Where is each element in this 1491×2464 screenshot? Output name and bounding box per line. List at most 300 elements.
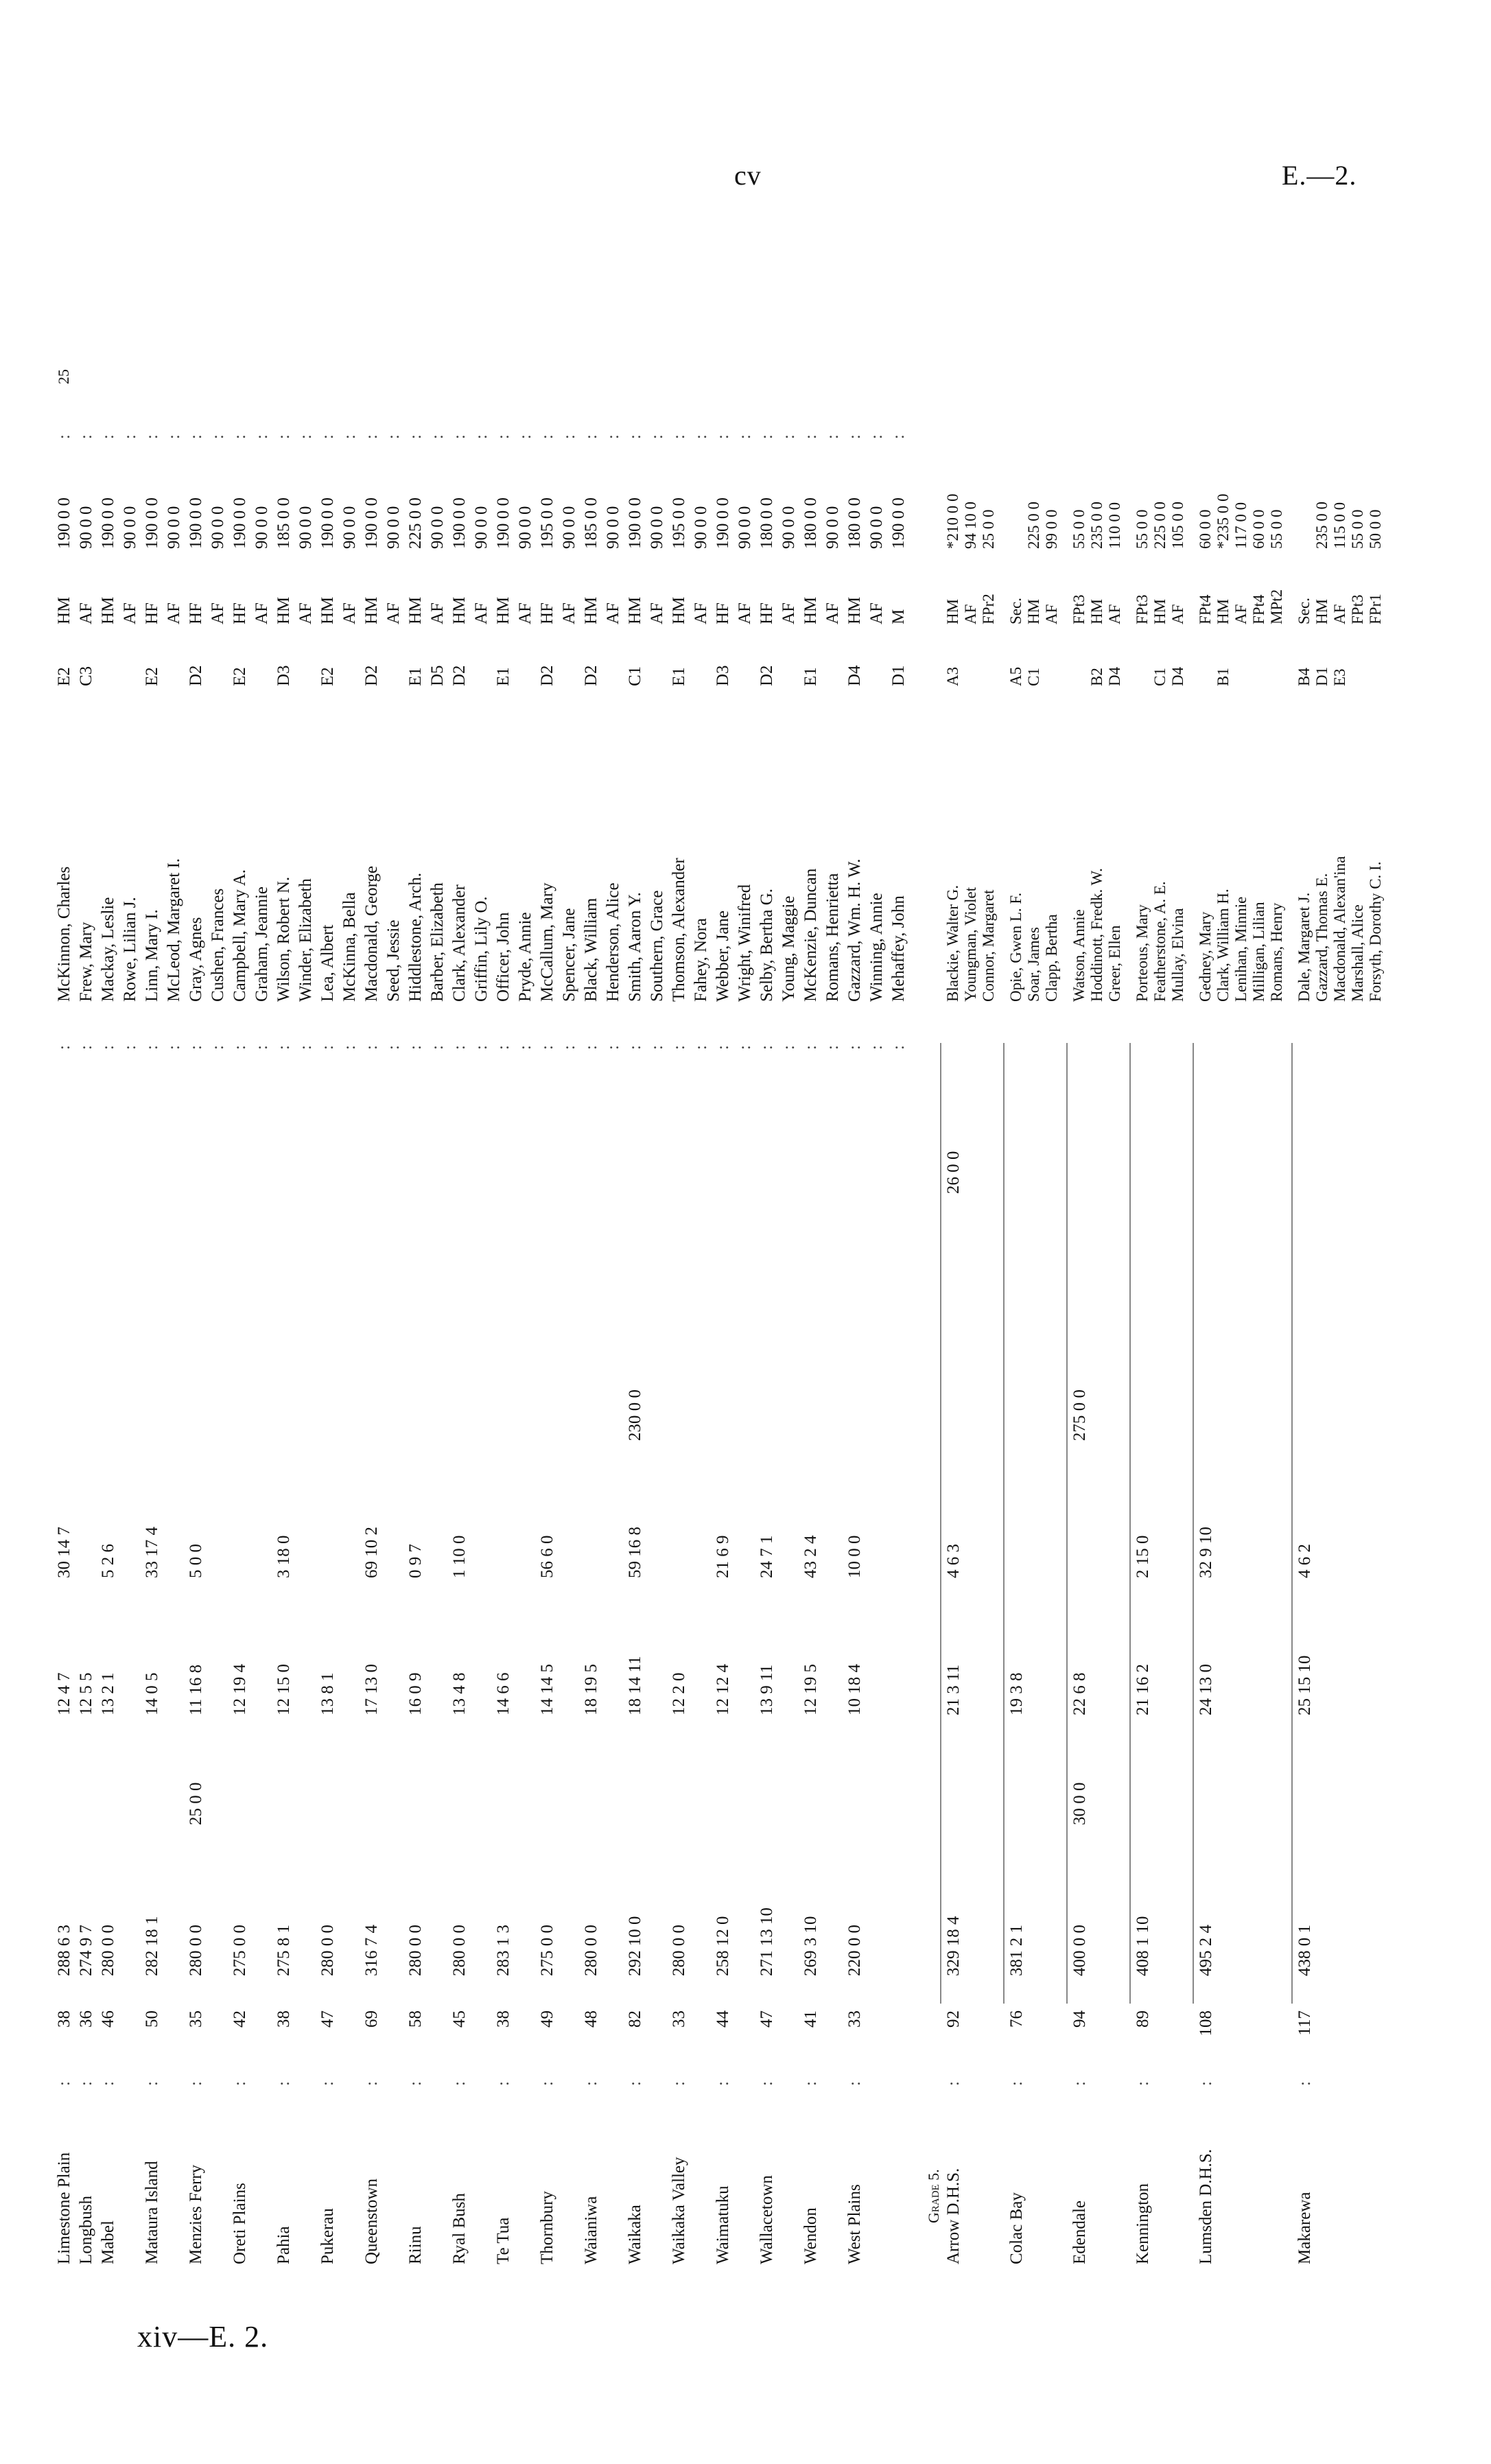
salary-amount: 258 12 0 <box>714 1916 732 1976</box>
leader-dots: : <box>538 1045 556 1050</box>
teacher-salary: 90 0 0 <box>472 506 491 549</box>
staff-line <box>1295 178 1313 1002</box>
table-row <box>362 82 384 2264</box>
teacher-name: Selby, Bertha G. <box>758 888 776 1002</box>
teacher-name: Smith, Aaron Y. <box>626 892 644 1002</box>
teacher-position: AF <box>1043 604 1060 624</box>
salary-amount: 275 0 0 <box>538 1925 556 1976</box>
table-row <box>604 82 626 2264</box>
teacher-name: Officer, John <box>494 912 513 1002</box>
teacher-salary: 190 0 0 <box>318 497 337 549</box>
teacher-position: AF <box>428 602 447 624</box>
teacher-class: D2 <box>538 665 556 686</box>
teacher-salary: 190 0 0 <box>494 497 513 549</box>
teacher-name: Barber, Elizabeth <box>428 882 447 1002</box>
leader-dots: : <box>944 2081 963 2086</box>
teacher-salary: 190 0 0 <box>143 497 161 549</box>
allowance-e: 26 0 0 <box>944 1151 963 1194</box>
leader-dots: : <box>714 2081 732 2086</box>
school-name: Pukerau <box>318 2208 337 2264</box>
teacher-class: E1 <box>494 667 513 686</box>
allowance-b: 22 6 8 <box>1070 1672 1089 1715</box>
school-name: Te Tua <box>494 2217 513 2264</box>
leader-dots: : <box>736 434 754 439</box>
salary-amount: 274 9 7 <box>77 1925 95 1976</box>
teacher-salary: 90 0 0 <box>296 506 315 549</box>
teacher-salary: 225 0 0 <box>1151 502 1169 549</box>
teacher-position: FPt4 <box>1197 594 1214 624</box>
teacher-salary: 190 0 0 <box>889 497 908 549</box>
school-name: Lumsden D.H.S. <box>1197 2148 1215 2264</box>
leader-dots: : <box>143 434 161 439</box>
leader-dots: : <box>274 1045 293 1050</box>
staff-line <box>1151 178 1169 1002</box>
table-row <box>231 82 253 2264</box>
table-row <box>867 82 889 2264</box>
table-row <box>714 82 736 2264</box>
salary-amount: 275 8 1 <box>274 1925 293 1976</box>
teacher-name: Webber, Jane <box>714 910 732 1002</box>
teacher-salary: 180 0 0 <box>758 497 776 549</box>
leader-dots: : <box>55 2081 73 2086</box>
school-name: Pahia <box>274 2226 293 2264</box>
teacher-name: Clark, William H. <box>1214 889 1232 1002</box>
allowance-b: 13 2 1 <box>99 1672 117 1715</box>
teacher-position: HM <box>801 596 820 624</box>
teacher-class: E2 <box>55 667 73 686</box>
teacher-class: E2 <box>231 667 249 686</box>
allowance-b: 12 2 0 <box>670 1672 688 1715</box>
allowance-c: 21 6 9 <box>714 1535 732 1578</box>
allowance-b: 12 4 7 <box>55 1672 73 1715</box>
leader-dots: : <box>516 1045 535 1050</box>
leader-dots: : <box>209 1045 227 1050</box>
salary-amount: 292 10 0 <box>626 1916 644 1976</box>
leader-dots: : <box>143 2081 161 2086</box>
school-name: Edendale <box>1070 2200 1089 2264</box>
divider <box>1129 1043 1131 2004</box>
allowance-c: 5 2 6 <box>99 1544 117 1578</box>
salary-amount: 269 3 10 <box>801 1916 820 1976</box>
allowance-b: 17 13 0 <box>362 1664 381 1715</box>
table-row <box>582 82 604 2264</box>
school-name: Mabel <box>99 2220 117 2264</box>
allowance-c: 1 10 0 <box>450 1535 469 1578</box>
leader-dots: : <box>494 2081 513 2086</box>
leader-dots: : <box>845 2081 864 2086</box>
leader-dots: : <box>670 1045 688 1050</box>
leader-dots: : <box>560 1045 578 1050</box>
salary-amount: 271 13 10 <box>758 1908 776 1976</box>
table-row <box>384 82 406 2264</box>
leader-dots: : <box>779 434 798 439</box>
teacher-salary: 90 0 0 <box>165 506 183 549</box>
allowance-c: 56 6 0 <box>538 1535 556 1578</box>
attendance: 47 <box>318 2010 337 2028</box>
teacher-position: AF <box>823 602 842 624</box>
teacher-class: C1 <box>1025 668 1042 686</box>
divider <box>940 1043 941 2004</box>
divider <box>1291 1043 1293 2004</box>
teacher-salary: 90 0 0 <box>823 506 842 549</box>
leader-dots: : <box>494 1045 513 1050</box>
teacher-salary: 94 10 0 <box>962 502 979 549</box>
school-name: Wendon <box>801 2207 820 2264</box>
table-row <box>296 82 318 2264</box>
table-row <box>165 82 187 2264</box>
teacher-salary: 90 0 0 <box>121 506 139 549</box>
teacher-salary: 190 0 0 <box>187 497 205 549</box>
teacher-salary: 190 0 0 <box>55 497 73 549</box>
staff-line <box>1313 178 1331 1002</box>
school-name: Menzies Ferry <box>187 2164 205 2264</box>
staff-line <box>1367 178 1385 1002</box>
teacher-position: AF <box>1232 604 1249 624</box>
teacher-name: Macdonald, George <box>362 865 381 1002</box>
leader-dots: : <box>165 434 183 439</box>
table-row <box>209 82 231 2264</box>
teacher-salary: 105 0 0 <box>1169 502 1186 549</box>
teacher-name: Gray, Agnes <box>187 917 205 1002</box>
allowance-c: 0 9 7 <box>406 1544 425 1578</box>
leader-dots: : <box>560 434 578 439</box>
allowance-b: 14 0 5 <box>143 1672 161 1715</box>
teacher-class: E1 <box>670 667 688 686</box>
leader-dots: : <box>209 434 227 439</box>
allowance-b: 14 14 5 <box>538 1664 556 1715</box>
salary-amount: 438 0 1 <box>1295 1925 1314 1976</box>
teacher-position: HF <box>143 602 161 624</box>
salary-amount: 280 0 0 <box>450 1925 469 1976</box>
allowance-b: 13 9 11 <box>758 1664 776 1715</box>
teacher-name: Griffin, Lily O. <box>472 896 491 1002</box>
leader-dots: : <box>867 434 886 439</box>
leader-dots: : <box>801 2081 820 2086</box>
teacher-salary: 90 0 0 <box>384 506 403 549</box>
salary-amount: 408 1 10 <box>1134 1916 1152 1976</box>
teacher-position: HM <box>1025 598 1042 624</box>
salary-amount: 288 6 3 <box>55 1925 73 1976</box>
teacher-salary: 190 0 0 <box>362 497 381 549</box>
leader-dots: : <box>450 434 469 439</box>
teacher-salary: 235 0 0 <box>1313 502 1330 549</box>
leader-dots: : <box>692 1045 710 1050</box>
teacher-name: Soar, James <box>1025 927 1042 1002</box>
teacher-name: Romans, Henrietta <box>823 873 842 1002</box>
leader-dots: : <box>582 434 600 439</box>
teacher-position: FPt4 <box>1250 594 1267 624</box>
staff-line <box>1088 178 1106 1002</box>
teacher-name: Seed, Jessie <box>384 919 403 1002</box>
school-name: Oreti Plains <box>231 2183 249 2264</box>
leader-dots: : <box>736 1045 754 1050</box>
teacher-salary: 235 0 0 <box>1088 502 1105 549</box>
teacher-position: AF <box>1106 604 1123 624</box>
leader-dots: : <box>77 1045 95 1050</box>
leader-dots: : <box>648 434 666 439</box>
teacher-position: HM <box>318 596 337 624</box>
attendance: 94 <box>1070 2010 1089 2028</box>
teacher-name: Macdonald, Alexan'ina <box>1331 856 1348 1002</box>
table-row <box>779 82 801 2264</box>
leader-dots: : <box>231 2081 249 2086</box>
teacher-class: B4 <box>1295 668 1313 686</box>
table-row <box>889 82 911 2264</box>
table-row <box>121 82 143 2264</box>
allowance-d: 230 0 0 <box>626 1389 644 1441</box>
staff-line <box>1349 178 1367 1002</box>
leader-dots: : <box>187 1045 205 1050</box>
teacher-class: D2 <box>758 665 776 686</box>
teacher-position: HM <box>494 596 513 624</box>
teacher-class: D1 <box>889 665 908 686</box>
teacher-position: HM <box>55 596 73 624</box>
teacher-salary: 90 0 0 <box>560 506 578 549</box>
teacher-name: Wright, Winifred <box>736 884 754 1002</box>
table-row <box>318 82 340 2264</box>
teacher-class: A5 <box>1007 666 1024 686</box>
leader-dots: : <box>1295 2081 1314 2086</box>
table-row <box>648 82 670 2264</box>
leader-dots: : <box>670 2081 688 2086</box>
leader-dots: : <box>362 434 381 439</box>
attendance: 41 <box>801 2010 820 2028</box>
teacher-name: Connor, Margaret <box>980 889 997 1002</box>
leader-dots: : <box>187 434 205 439</box>
staff-line <box>1232 178 1250 1002</box>
teacher-salary: 90 0 0 <box>604 506 622 549</box>
teacher-position: HM <box>1313 598 1330 624</box>
teacher-position: AF <box>209 602 227 624</box>
teacher-position: HM <box>99 596 117 624</box>
allowance-c: 3 18 0 <box>274 1535 293 1578</box>
teacher-name: Cushen, Frances <box>209 888 227 1002</box>
leader-dots: : <box>758 434 776 439</box>
table-row <box>187 82 209 2264</box>
teacher-name: Spencer, Jane <box>560 908 578 1002</box>
allowance-d: 275 0 0 <box>1070 1389 1089 1441</box>
table-row <box>736 82 758 2264</box>
table-row <box>406 82 428 2264</box>
leader-dots: : <box>340 1045 359 1050</box>
leader-dots: : <box>165 1045 183 1050</box>
table-row <box>428 82 450 2264</box>
teacher-salary: 99 0 0 <box>1043 509 1060 549</box>
teacher-salary: 90 0 0 <box>77 506 95 549</box>
teacher-position: AF <box>648 602 666 624</box>
table-row <box>143 82 165 2264</box>
teacher-name: Hiddlestone, Arch. <box>406 872 425 1002</box>
attendance: 36 <box>77 2010 95 2028</box>
allowance-b: 12 19 5 <box>801 1664 820 1715</box>
leader-dots: : <box>604 434 622 439</box>
leader-dots: : <box>714 1045 732 1050</box>
teacher-salary: *235 0 0 <box>1214 493 1232 549</box>
teacher-salary: 55 0 0 <box>1134 509 1151 549</box>
leader-dots: : <box>823 1045 842 1050</box>
leader-dots: : <box>472 434 491 439</box>
leader-dots: : <box>428 434 447 439</box>
teacher-salary: 180 0 0 <box>801 497 820 549</box>
teacher-salary: 90 0 0 <box>692 506 710 549</box>
salary-amount: 275 0 0 <box>231 1925 249 1976</box>
attendance: 92 <box>944 2010 963 2028</box>
leader-dots: : <box>121 434 139 439</box>
teacher-position: HM <box>1151 598 1169 624</box>
leader-dots: : <box>406 2081 425 2086</box>
teacher-salary: *210 0 0 <box>944 493 961 549</box>
leader-dots: : <box>494 434 513 439</box>
salary-amount: 282 18 1 <box>143 1916 161 1976</box>
attendance: 76 <box>1007 2010 1026 2028</box>
leader-dots: : <box>340 434 359 439</box>
staff-line <box>1043 178 1061 1002</box>
teacher-position: AF <box>472 602 491 624</box>
school-name: Wallacetown <box>758 2175 776 2264</box>
table-row <box>538 82 560 2264</box>
allowance-b: 13 8 1 <box>318 1672 337 1715</box>
teacher-salary: 195 0 0 <box>670 497 688 549</box>
staff-line <box>1197 178 1214 1002</box>
teacher-class: D2 <box>450 665 469 686</box>
teacher-position: MPt2 <box>1268 589 1285 624</box>
allowance-b: 19 3 8 <box>1007 1672 1026 1715</box>
allowance-b: 21 16 2 <box>1134 1664 1152 1715</box>
leader-dots: : <box>670 434 688 439</box>
table-row <box>274 82 296 2264</box>
leader-dots: : <box>384 1045 403 1050</box>
allowance-b: 18 19 5 <box>582 1664 600 1715</box>
teacher-class: C3 <box>77 666 95 686</box>
attendance: 108 <box>1197 2010 1215 2037</box>
teacher-position: AF <box>1169 604 1186 624</box>
table-row <box>77 82 99 2264</box>
teacher-name: Campbell, Mary A. <box>231 869 249 1002</box>
teacher-salary: 25 0 0 <box>980 509 997 549</box>
leader-dots: : <box>889 434 908 439</box>
teacher-class: E2 <box>318 667 337 686</box>
leader-dots: : <box>296 1045 315 1050</box>
leader-dots: : <box>626 2081 644 2086</box>
teacher-position: HM <box>582 596 600 624</box>
leader-dots: : <box>253 434 271 439</box>
teacher-name: Marshall, Alice <box>1349 904 1366 1002</box>
salary-amount: 316 7 4 <box>362 1925 381 1976</box>
allowance-c: 4 6 2 <box>1295 1544 1314 1578</box>
teacher-name: Lenihan, Minnie <box>1232 896 1249 1002</box>
teacher-name: Watson, Annie <box>1070 909 1088 1002</box>
teacher-position: AF <box>867 602 886 624</box>
teacher-name: Henderson, Alice <box>604 882 622 1002</box>
leader-dots: : <box>1134 2081 1152 2086</box>
teacher-salary: 185 0 0 <box>582 497 600 549</box>
leader-dots: : <box>362 1045 381 1050</box>
attendance: 44 <box>714 2010 732 2028</box>
salary-amount: 283 1 3 <box>494 1925 513 1976</box>
teacher-position: AF <box>604 602 622 624</box>
allowance-b: 16 0 9 <box>406 1672 425 1715</box>
teacher-name: McLeod, Margaret I. <box>165 858 183 1002</box>
staff-line <box>1025 178 1043 1002</box>
staff-line <box>962 178 980 1002</box>
teacher-position: HM <box>274 596 293 624</box>
teacher-salary: 50 0 0 <box>1367 509 1384 549</box>
leader-dots: : <box>779 1045 798 1050</box>
teacher-position: HF <box>714 602 732 624</box>
teacher-class: A3 <box>944 666 961 686</box>
teacher-class: C1 <box>626 666 644 686</box>
teacher-salary: 90 0 0 <box>253 506 271 549</box>
allowance-b: 10 18 4 <box>845 1664 864 1715</box>
table-row <box>55 82 77 2264</box>
teacher-salary: 225 0 0 <box>406 497 425 549</box>
teacher-name: Gazzard, Wm. H. W. <box>845 858 864 1002</box>
teacher-class: E2 <box>143 667 161 686</box>
teacher-class: D2 <box>362 665 381 686</box>
leader-dots: : <box>889 1045 908 1050</box>
teacher-name: Pryde, Annie <box>516 912 535 1002</box>
attendance: 33 <box>670 2010 688 2028</box>
teacher-salary: 190 0 0 <box>450 497 469 549</box>
attendance: 69 <box>362 2010 381 2028</box>
allowance-b: 24 13 0 <box>1197 1664 1215 1715</box>
leader-dots: : <box>538 434 556 439</box>
allowance-c: 24 7 1 <box>758 1535 776 1578</box>
school-name: West Plains <box>845 2184 864 2264</box>
leader-dots: : <box>604 1045 622 1050</box>
allowance-c: 2 15 0 <box>1134 1535 1152 1578</box>
salary-amount: 495 2 4 <box>1197 1925 1215 1976</box>
leader-dots: : <box>538 2081 556 2086</box>
teacher-salary: 60 0 0 <box>1250 509 1267 549</box>
staff-line <box>1250 178 1268 1002</box>
leader-dots: : <box>450 2081 469 2086</box>
table-row <box>758 82 779 2264</box>
rotated-staff-table <box>41 82 1386 2264</box>
teacher-name: Graham, Jeannie <box>253 887 271 1002</box>
allowance-c: 59 16 8 <box>626 1527 644 1578</box>
leader-dots: : <box>758 2081 776 2086</box>
leader-dots: : <box>1007 2081 1026 2086</box>
allowance-b: 13 4 8 <box>450 1672 469 1715</box>
divider <box>1066 1043 1068 2004</box>
allowance-c: 43 2 4 <box>801 1535 820 1578</box>
teacher-position: FPt3 <box>1134 594 1151 624</box>
leader-dots: : <box>582 1045 600 1050</box>
salary-amount: 280 0 0 <box>670 1925 688 1976</box>
leader-dots: : <box>406 434 425 439</box>
teacher-name: Southern, Grace <box>648 890 666 1002</box>
leader-dots: : <box>231 434 249 439</box>
teacher-name: McCallum, Mary <box>538 882 556 1002</box>
teacher-salary: 55 0 0 <box>1268 509 1285 549</box>
teacher-position: AF <box>77 602 95 624</box>
page-number: cv <box>734 160 762 191</box>
allowance-c: 4 6 3 <box>944 1544 963 1578</box>
teacher-name: Mackay, Leslie <box>99 897 117 1002</box>
allowance-c: 69 10 2 <box>362 1527 381 1578</box>
attendance: 82 <box>626 2010 644 2028</box>
teacher-class: B2 <box>1088 668 1105 686</box>
school-name: Ryal Bush <box>450 2193 469 2264</box>
attendance: 48 <box>582 2010 600 2028</box>
table-row <box>494 82 516 2264</box>
teacher-name: Porteous, Mary <box>1134 904 1151 1002</box>
school-name: Colac Bay <box>1007 2192 1026 2264</box>
teacher-name: Gedney, Mary <box>1197 911 1214 1002</box>
allowance-b: 12 19 4 <box>231 1664 249 1715</box>
teacher-salary: 60 0 0 <box>1197 509 1214 549</box>
